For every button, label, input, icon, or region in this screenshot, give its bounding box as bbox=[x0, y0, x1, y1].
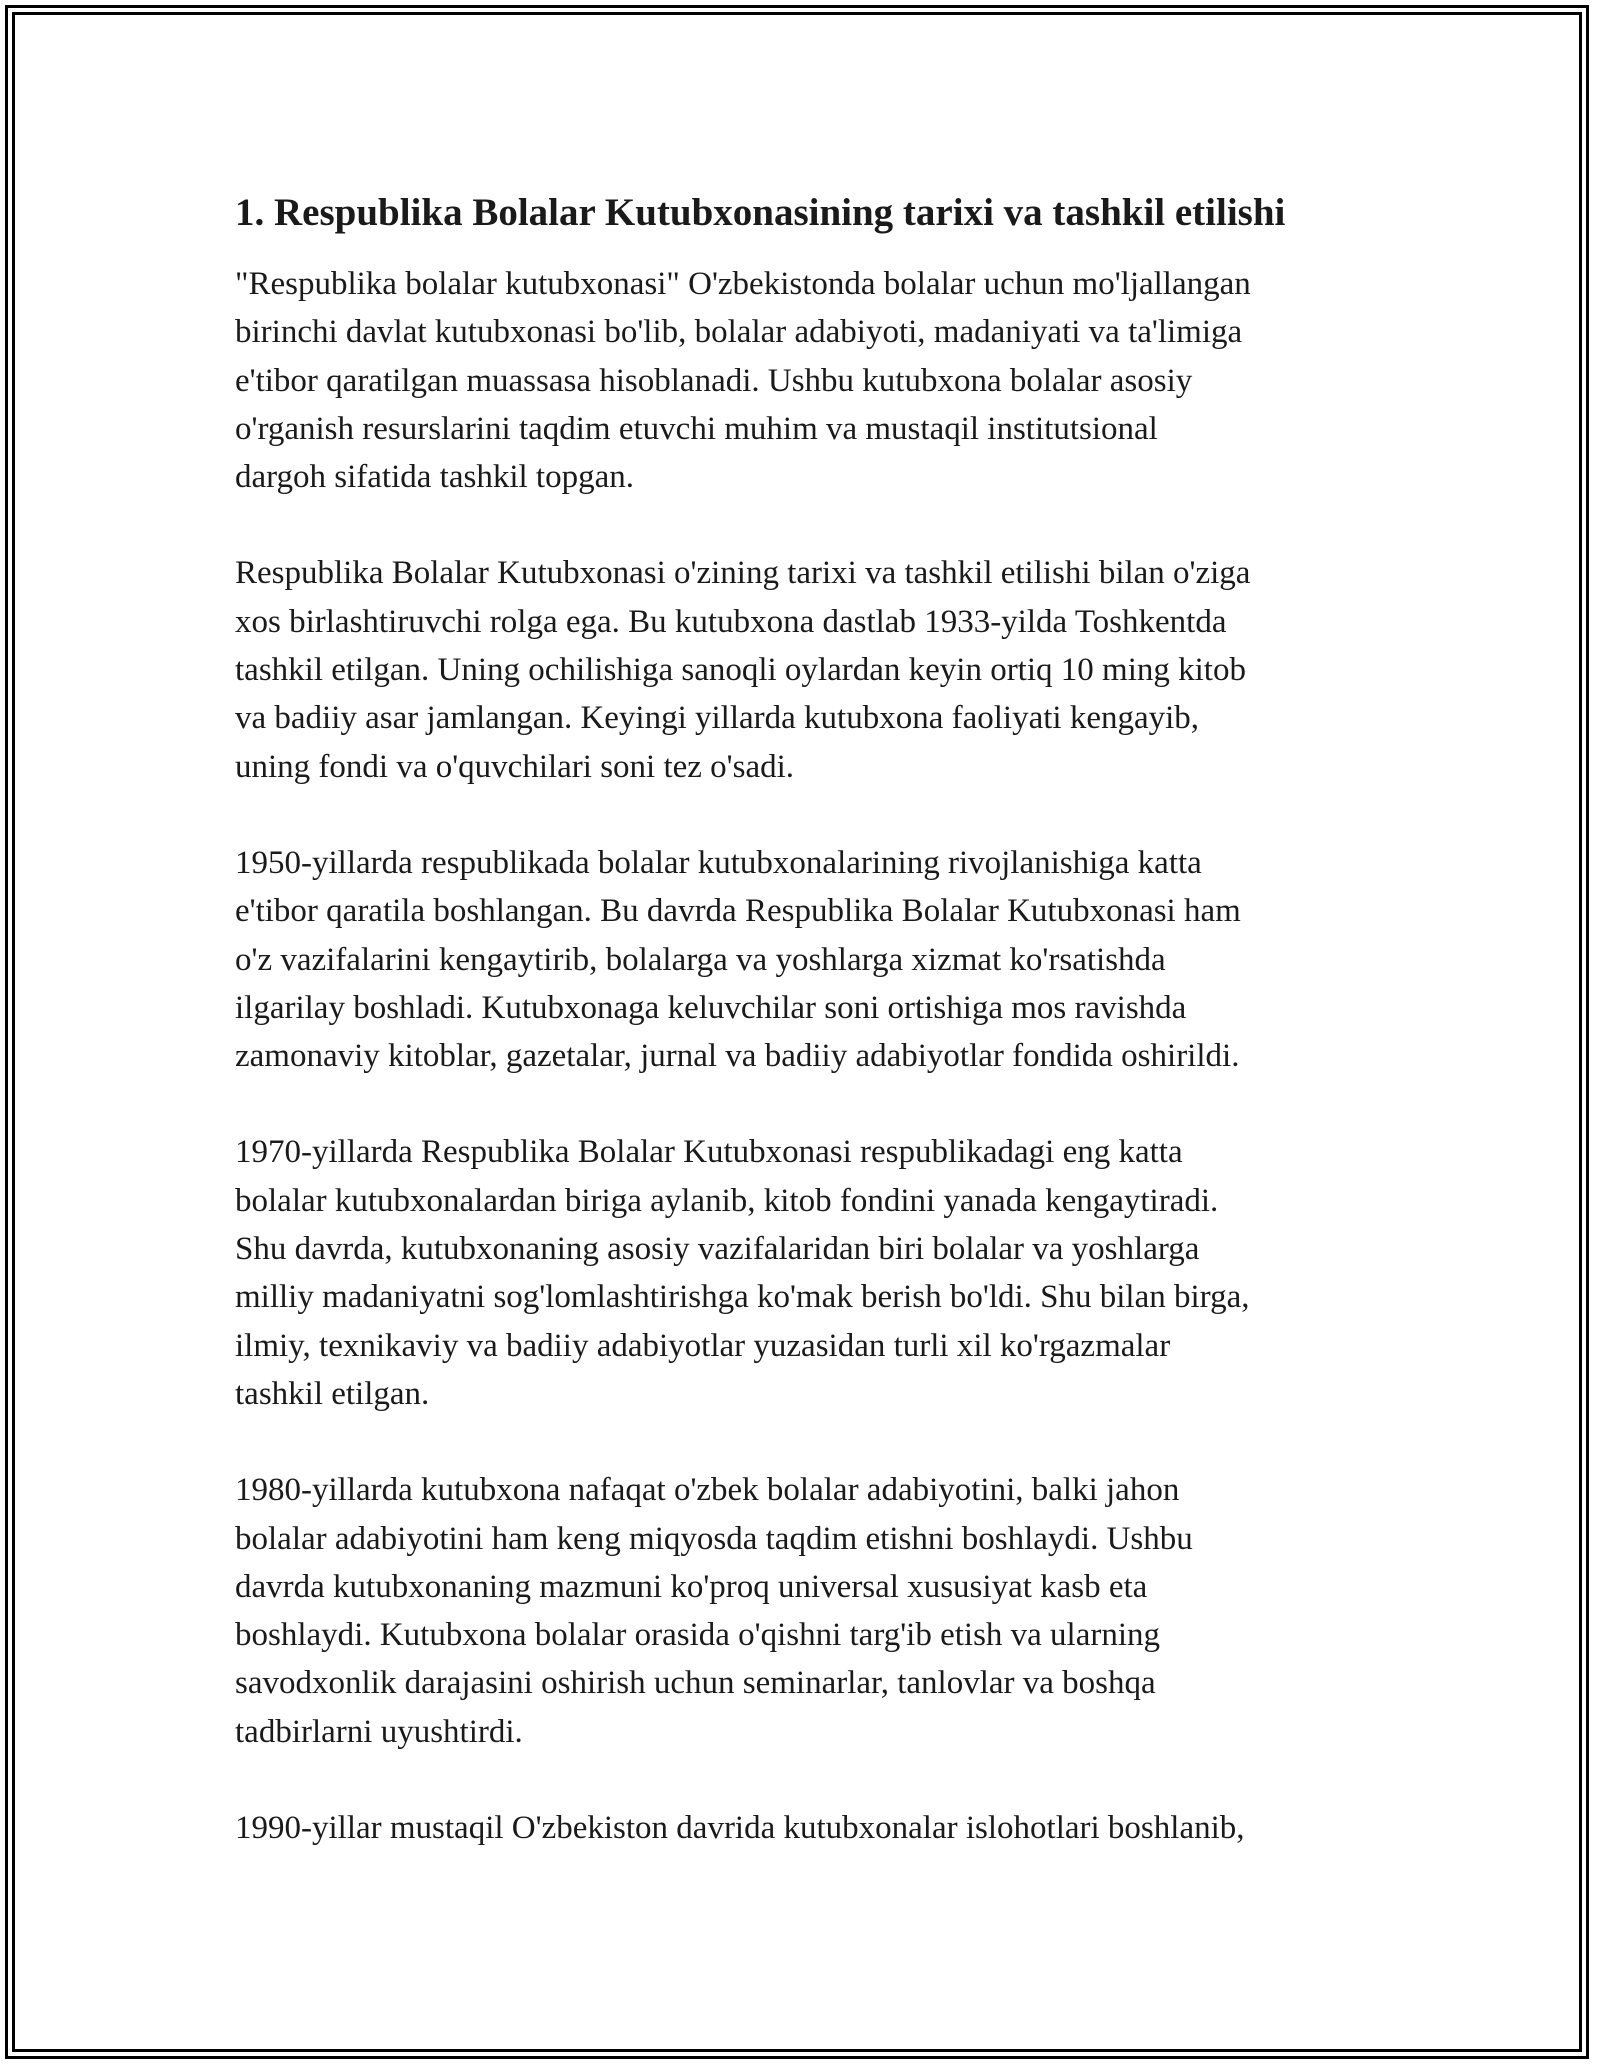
text-line: Shu davrda, kutubxonaning asosiy vazifalaridan biri bolalar va yoshlarga bbox=[235, 1231, 1200, 1268]
text-line: milliy madaniyatni sog'lomlashtirishga ko'mak berish bo'ldi. Shu bilan birga, bbox=[235, 1279, 1250, 1316]
document-body bbox=[235, 186, 1380, 1900]
text-line: va badiiy asar jamlangan. Keyingi yillarda kutubxona faoliyati kengayib, bbox=[235, 700, 1200, 737]
text-line: tadbirlarni uyushtirdi. bbox=[235, 1713, 523, 1750]
text-line: tashkil etilgan. bbox=[235, 1375, 430, 1412]
paragraph-5 bbox=[235, 1466, 1380, 1756]
text-line: davrda kutubxonaning mazmuni ko'proq universal xususiyat kasb eta bbox=[235, 1568, 1148, 1605]
text-line: dargoh sifatida tashkil topgan. bbox=[235, 459, 634, 496]
paragraph-1 bbox=[235, 260, 1380, 501]
section-title: 1. Respublika Bolalar Kutubxonasining tarixi va tashkil etilishi bbox=[235, 191, 1286, 234]
text-line: ilgarilay boshladi. Kutubxonaga keluvchilar soni ortishiga mos ravishda bbox=[235, 989, 1187, 1026]
text-line: bolalar kutubxonalardan biriga aylanib, kitob fondini yanada kengaytiradi. bbox=[235, 1182, 1219, 1219]
text-line: e'tibor qaratilgan muassasa hisoblanadi. Ushbu kutubxona bolalar asosiy bbox=[235, 362, 1193, 399]
paragraph-2 bbox=[235, 549, 1380, 790]
text-line: xos birlashtiruvchi rolga ega. Bu kutubxona dastlab 1933-yilda Toshkentda bbox=[235, 603, 1227, 640]
paragraph-3 bbox=[235, 839, 1380, 1080]
paragraph-6 bbox=[235, 1804, 1380, 1852]
text-line: ilmiy, texnikaviy va badiiy adabiyotlar yuzasidan turli xil ko'rgazmalar bbox=[235, 1327, 1171, 1364]
text-line: uning fondi va o'quvchilari soni tez o'sadi. bbox=[235, 748, 795, 785]
text-line: o'z vazifalarini kengaytirib, bolalarga va yoshlarga xizmat ko'rsatishda bbox=[235, 941, 1166, 978]
text-line: birinchi davlat kutubxonasi bo'lib, bolalar adabiyoti, madaniyati va ta'limiga bbox=[235, 314, 1243, 351]
text-line: Respublika Bolalar Kutubxonasi o'zining tarixi va tashkil etilishi bilan o'ziga bbox=[235, 555, 1251, 592]
text-line: tashkil etilgan. Uning ochilishiga sanoqli oylardan keyin ortiq 10 ming kitob bbox=[235, 652, 1246, 689]
text-line: bolalar adabiyotini ham keng miqyosda taqdim etishni boshlaydi. Ushbu bbox=[235, 1520, 1193, 1557]
text-line: savodxonlik darajasini oshirish uchun seminarlar, tanlovlar va boshqa bbox=[235, 1665, 1156, 1702]
text-line: 1990-yillar mustaqil O'zbekiston davrida kutubxonalar islohotlari boshlanib, bbox=[235, 1810, 1245, 1847]
text-line: zamonaviy kitoblar, gazetalar, jurnal va badiiy adabiyotlar fondida oshirildi. bbox=[235, 1038, 1240, 1075]
text-line: 1950-yillarda respublikada bolalar kutubxonalarining rivojlanishiga katta bbox=[235, 844, 1202, 881]
text-line: 1980-yillarda kutubxona nafaqat o'zbek bolalar adabiyotini, balki jahon bbox=[235, 1472, 1180, 1509]
text-line: 1970-yillarda Respublika Bolalar Kutubxonasi respublikadagi eng katta bbox=[235, 1134, 1183, 1171]
text-line: boshlaydi. Kutubxona bolalar orasida o'qishni targ'ib etish va ularning bbox=[235, 1617, 1161, 1654]
text-line: e'tibor qaratila boshlangan. Bu davrda Respublika Bolalar Kutubxonasi ham bbox=[235, 893, 1241, 930]
paragraph-4 bbox=[235, 1128, 1380, 1418]
text-line: o'rganish resurslarini taqdim etuvchi muhim va mustaqil institutsional bbox=[235, 410, 1158, 447]
text-line: "Respublika bolalar kutubxonasi" O'zbekistonda bolalar uchun mo'ljallangan bbox=[235, 266, 1251, 302]
